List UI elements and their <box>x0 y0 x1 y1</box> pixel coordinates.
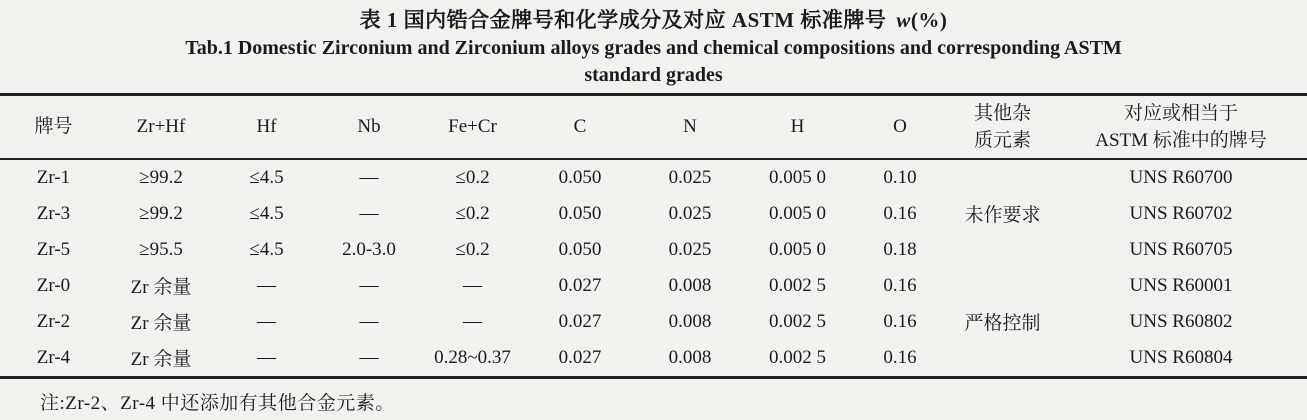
nb-cell: 2.0-3.0 <box>342 238 396 260</box>
grade-cell: Zr-1 <box>36 166 71 188</box>
zr-hf-cell: Zr 余量 <box>130 349 192 370</box>
h-cell: 0.005 0 <box>769 166 826 188</box>
hf-cell: — <box>257 346 276 368</box>
h-cell: 0.002 5 <box>769 274 826 296</box>
zr-hf-cell: Zr 余量 <box>130 313 192 334</box>
table-row-zr1 <box>0 159 1307 196</box>
hf-cell: ≤4.5 <box>249 238 284 260</box>
astm-cell: UNS R60705 <box>1129 238 1233 260</box>
fe-cr-cell: ≤0.2 <box>455 238 490 260</box>
fe-cr-cell: — <box>463 274 482 296</box>
astm-cell: UNS R60804 <box>1129 346 1233 368</box>
table-footnote: 注:Zr-2、Zr-4 中还添加有其他合金元素。 <box>40 392 395 414</box>
nb-cell: — <box>359 274 379 296</box>
mass-fraction-symbol: w <box>896 8 911 32</box>
alloy-composition-table <box>0 93 1307 379</box>
n-cell: 0.025 <box>668 166 712 188</box>
c-cell: 0.050 <box>558 238 602 260</box>
header-fe-cr: Fe+Cr <box>420 95 525 159</box>
n-cell: 0.008 <box>668 310 712 332</box>
grade-cell: Zr-5 <box>36 238 71 260</box>
mass-fraction-unit: (%) <box>910 8 948 32</box>
n-cell: 0.025 <box>668 202 712 224</box>
header-h: H <box>745 95 850 159</box>
hf-cell: ≤4.5 <box>249 166 284 188</box>
table-caption-chinese <box>0 5 1307 35</box>
astm-cell: UNS R60001 <box>1129 274 1233 296</box>
o-cell: 0.10 <box>883 166 917 188</box>
o-cell: 0.16 <box>883 346 917 368</box>
c-cell: 0.027 <box>558 310 602 332</box>
zr-hf-cell: ≥95.5 <box>139 238 183 260</box>
table-row-zr5 <box>0 232 1307 268</box>
c-cell: 0.050 <box>558 202 602 224</box>
zr-hf-cell: ≥99.2 <box>139 166 183 188</box>
h-cell: 0.002 5 <box>769 346 826 368</box>
o-cell: 0.16 <box>883 202 917 224</box>
nb-cell: — <box>359 346 379 368</box>
nb-cell: — <box>359 202 379 224</box>
c-cell: 0.050 <box>558 166 602 188</box>
header-nb: Nb <box>318 95 420 159</box>
fe-cr-cell: ≤0.2 <box>455 166 490 188</box>
table-row-zr4 <box>0 340 1307 378</box>
grade-cell: Zr-4 <box>36 346 71 368</box>
grade-cell: Zr-2 <box>36 310 71 332</box>
nb-cell: — <box>359 310 379 332</box>
table-caption-chinese-text: 表 1 国内锆合金牌号和化学成分及对应 ASTM 标准牌号 <box>359 8 887 32</box>
hf-cell: — <box>257 274 276 296</box>
header-o: O <box>850 95 950 159</box>
h-cell: 0.002 5 <box>769 310 826 332</box>
grade-cell: Zr-3 <box>36 202 71 224</box>
zr-hf-cell: Zr 余量 <box>130 277 192 298</box>
o-cell: 0.16 <box>883 310 917 332</box>
o-cell: 0.16 <box>883 274 917 296</box>
impurity-group-strict-control: 严格控制 <box>964 313 1041 334</box>
table-row-zr2 <box>0 304 1307 340</box>
fe-cr-cell: ≤0.2 <box>455 202 490 224</box>
header-zr-hf: Zr+Hf <box>107 95 215 159</box>
impurity-group-not-required: 未作要求 <box>964 205 1041 226</box>
header-astm-grade-line1: 对应或相当于 <box>1123 102 1238 124</box>
h-cell: 0.005 0 <box>769 238 826 260</box>
astm-cell: UNS R60702 <box>1129 202 1233 224</box>
nb-cell: — <box>359 166 379 188</box>
n-cell: 0.025 <box>668 238 712 260</box>
header-hf: Hf <box>215 95 318 159</box>
astm-cell: UNS R60802 <box>1129 310 1233 332</box>
zr-hf-cell: ≥99.2 <box>139 202 183 224</box>
hf-cell: ≤4.5 <box>249 202 284 224</box>
header-other-impurities <box>950 95 1055 159</box>
table-row-zr3 <box>0 196 1307 232</box>
header-n: N <box>635 95 745 159</box>
o-cell: 0.18 <box>883 238 917 260</box>
astm-cell: UNS R60700 <box>1129 166 1233 188</box>
header-astm-grade <box>1055 95 1307 159</box>
c-cell: 0.027 <box>558 346 602 368</box>
header-row <box>0 95 1307 159</box>
table-caption-english-line1: Tab.1 Domestic Zirconium and Zirconium alloys grades and chemical compositions and corresponding ASTM <box>185 37 1122 59</box>
fe-cr-cell: — <box>463 310 482 332</box>
c-cell: 0.027 <box>558 274 602 296</box>
header-c: C <box>525 95 635 159</box>
n-cell: 0.008 <box>668 346 712 368</box>
h-cell: 0.005 0 <box>769 202 826 224</box>
table-caption-english-line2: standard grades <box>584 64 723 86</box>
grade-cell: Zr-0 <box>36 274 71 296</box>
hf-cell: — <box>257 310 276 332</box>
header-astm-grade-line2: ASTM 标准中的牌号 <box>1095 129 1267 151</box>
n-cell: 0.008 <box>668 274 712 296</box>
header-grade: 牌号 <box>0 95 107 159</box>
table-row-zr0 <box>0 268 1307 304</box>
header-other-impurities-line1: 其他杂 <box>973 102 1031 124</box>
fe-cr-cell: 0.28~0.37 <box>434 346 511 368</box>
header-other-impurities-line2: 质元素 <box>973 129 1031 151</box>
